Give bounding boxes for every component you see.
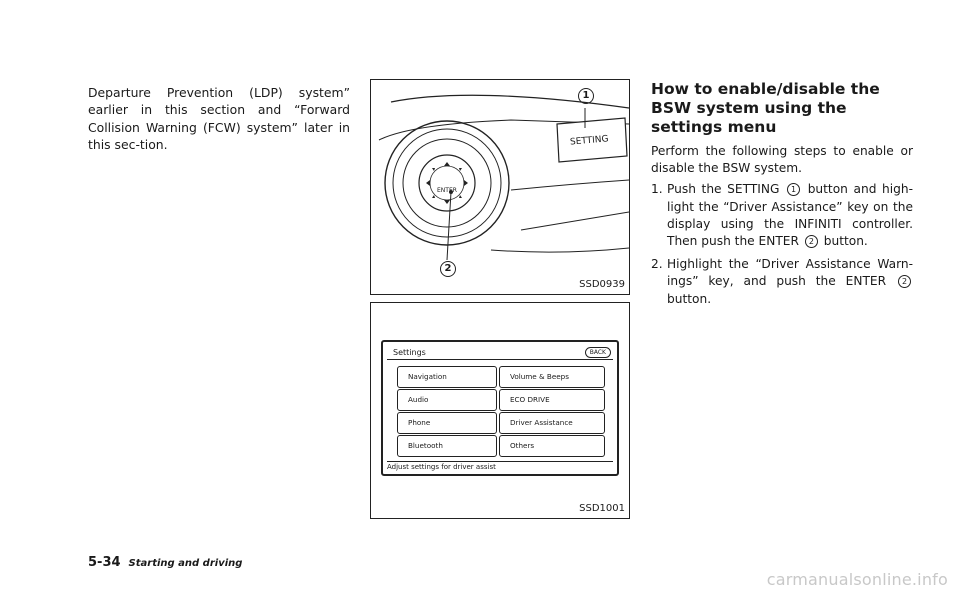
figure-code: SSD1001	[579, 503, 625, 514]
setting-label: SETTING	[569, 134, 609, 148]
figure-settings-screen	[370, 302, 630, 519]
menu-item-others[interactable]: Others	[499, 435, 605, 457]
left-column-text: Departure Prevention (LDP) system” earlier in this section and “Forward Collision Warning (FCW) system” later in this sec-tion.	[88, 85, 350, 153]
screen-divider	[387, 359, 613, 360]
step-text-part: button.	[823, 234, 868, 249]
settings-screen	[381, 340, 619, 476]
step-2	[651, 256, 913, 308]
controller-illustration	[371, 80, 629, 294]
figure-code: SSD0939	[579, 279, 625, 290]
page-footer	[88, 555, 242, 570]
section-name: Starting and driving	[128, 558, 243, 569]
callout-marker: 2	[898, 275, 911, 288]
step-text	[667, 256, 913, 308]
callout-marker: 1	[787, 183, 800, 196]
status-text: Adjust settings for driver assist	[387, 463, 496, 471]
step-text-part: button.	[667, 291, 712, 306]
figure-controller	[370, 79, 630, 295]
menu-item-bluetooth[interactable]: Bluetooth	[397, 435, 497, 457]
step-number: 1.	[651, 182, 663, 197]
step-text	[667, 181, 913, 250]
menu-item-volume-beeps[interactable]: Volume & Beeps	[499, 366, 605, 388]
menu-item-phone[interactable]: Phone	[397, 412, 497, 434]
back-button[interactable]: BACK	[585, 347, 611, 358]
menu-item-audio[interactable]: Audio	[397, 389, 497, 411]
callout-marker: 2	[805, 235, 818, 248]
screen-title: Settings	[393, 348, 426, 357]
page-number: 5-34	[88, 555, 121, 570]
step-1	[651, 181, 913, 250]
callout-1: 1	[578, 88, 594, 104]
section-heading: How to enable/disable the BSW system using the settings menu	[651, 80, 880, 136]
intro-paragraph: Perform the following steps to enable or disable the BSW system.	[651, 144, 913, 176]
enter-label: ENTER	[437, 187, 457, 194]
menu-item-driver-assistance[interactable]: Driver Assistance	[499, 412, 605, 434]
step-number: 2.	[651, 257, 663, 272]
menu-item-navigation[interactable]: Navigation	[397, 366, 497, 388]
watermark: carmanualsonline.info	[766, 570, 948, 589]
callout-2: 2	[440, 261, 456, 277]
status-divider	[387, 461, 613, 462]
right-column	[651, 80, 913, 314]
step-text-part: button and high-light the “Driver Assistance” key on the display using the INFINITI controller. Then push the ENTER	[667, 182, 914, 249]
menu-item-eco-drive[interactable]: ECO DRIVE	[499, 389, 605, 411]
step-text-part: Push the SETTING	[667, 182, 780, 197]
step-text-part: Highlight the “Driver Assistance Warn-ings” key, and push the ENTER	[667, 257, 913, 289]
